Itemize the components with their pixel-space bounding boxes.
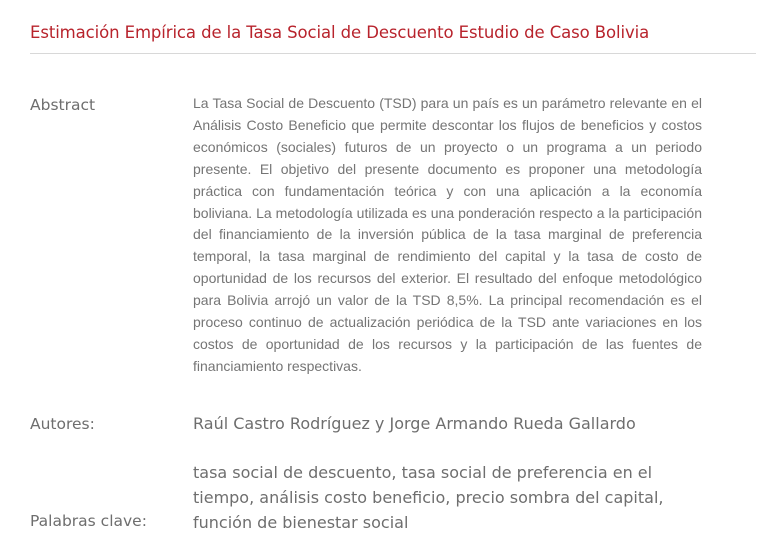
abstract-label: Abstract: [30, 96, 96, 114]
article-title: Estimación Empírica de la Tasa Social de Descuento Estudio de Caso Bolivia: [30, 23, 650, 42]
title-divider: [30, 53, 756, 54]
abstract-text: La Tasa Social de Descuento (TSD) para un país es un parámetro relevante en el Análisis Costo Beneficio que permite descontar los flujos de beneficios y costos económicos (sociales) futuros de un proyecto o un programa a un periodo presente. El objetivo del presente documento es proponer una metodología práctica con fundamentación teórica y con una aplicación a la economía boliviana. La metodología utilizada es una ponderación respecto a la participación del financiamiento de la inversión pública de la tasa marginal de preferencia temporal, la tasa marginal de rendimiento del capital y la tasa de costo de oportunidad de los recursos del exterior. El resultado del enfoque metodológico para Bolivia arrojó un valor de la TSD 8,5%. La principal recomendación es el proceso continuo de actualización periódica de la TSD ante variaciones en los costos de oportunidad de los recursos y la participación de las fuentes de financiamiento respectivas.: [193, 95, 702, 374]
keywords-value: tasa social de descuento, tasa social de preferencia en el tiempo, análisis costo beneficio, precio sombra del capital, función de bienestar social: [193, 463, 664, 532]
keywords-label: Palabras clave:: [30, 512, 147, 530]
authors-label: Autores:: [30, 415, 95, 433]
authors-value: Raúl Castro Rodríguez y Jorge Armando Rueda Gallardo: [193, 414, 636, 433]
